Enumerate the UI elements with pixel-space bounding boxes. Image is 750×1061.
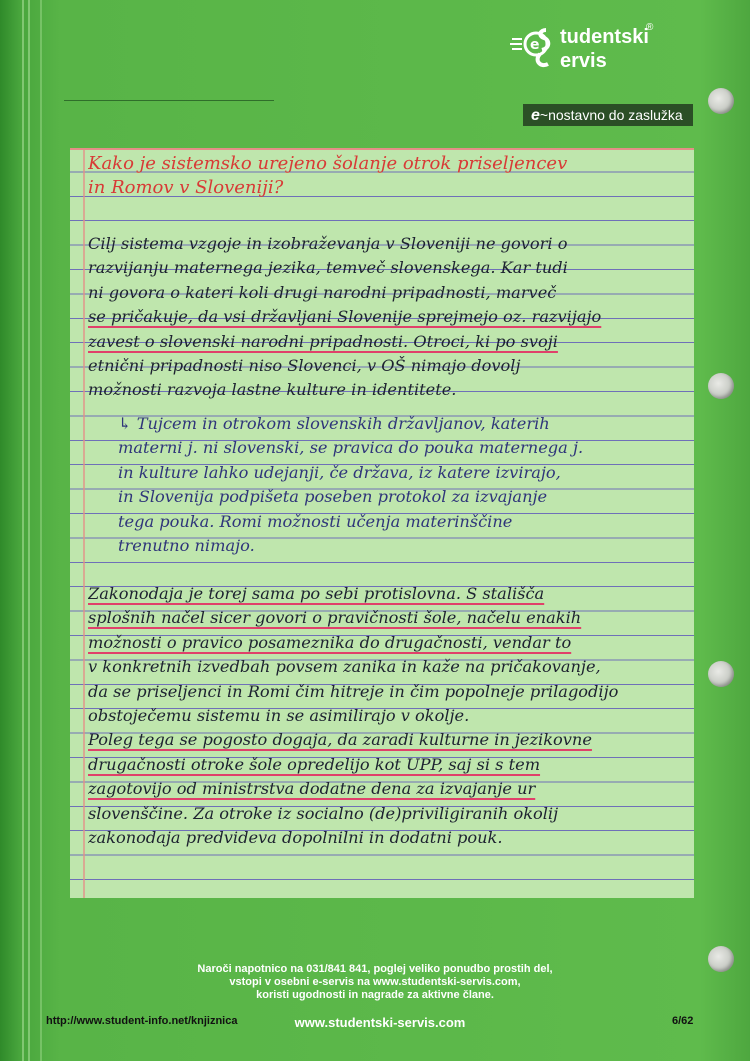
- registered-mark: ®: [646, 22, 654, 33]
- paragraph-line: se pričakuje, da vsi državljani Slovenije sprejmejo oz. razvijajo: [88, 307, 602, 327]
- paragraph-line: trenutno nimajo.: [118, 536, 255, 556]
- footer-promo-line: Naroči napotnico na 031/841 841, poglej veliko ponudbo prostih del,: [197, 963, 553, 975]
- paragraph-line: možnosti o pravico posameznika do drugačnosti, vendar to: [88, 632, 572, 652]
- punch-hole: [708, 661, 734, 687]
- punch-hole: [708, 373, 734, 399]
- paragraph-line: razvijanju maternega jezika, temveč slovenskega. Kar tudi: [88, 258, 568, 278]
- paragraph-line: materni j. ni slovenski, se pravica do pouka maternega j.: [118, 438, 584, 458]
- binder-stripe: [40, 0, 42, 1061]
- binder-stripe: [22, 0, 24, 1061]
- svg-text:e: e: [530, 37, 540, 53]
- paragraph-line: slovenščine. Za otroke iz socialno (de)priviligiranih okolij: [88, 803, 559, 823]
- footer-promo-line: vstopi v osebni e-servis na www.studentski-servis.com,: [229, 976, 521, 988]
- paragraph-2: [88, 412, 688, 558]
- paragraph-line: etnični pripadnosti niso Slovenci, v OŠ nimajo dovolj: [88, 356, 521, 376]
- paragraph-line: da se priseljenci in Romi čim hitreje in čim popolneje prilagodijo: [88, 681, 619, 701]
- paragraph-1: [88, 232, 688, 403]
- binder-stripe: [28, 0, 30, 1061]
- paragraph-line: zagotovijo od ministrstva dodatne dena za izvajanje ur: [88, 779, 536, 799]
- page-number: 6/62: [672, 1015, 694, 1027]
- paragraph-line: in kulture lahko udejanji, če država, iz katere izvirajo,: [118, 462, 561, 482]
- title-line: Kako je sistemsko urejeno šolanje otrok priseljencev: [88, 153, 568, 174]
- paragraph-line: drugačnosti otroke šole opredelijo kot UPP, saj si s tem: [88, 754, 541, 774]
- punch-hole: [708, 88, 734, 114]
- paragraph-3: [88, 582, 688, 850]
- note-title: [88, 152, 688, 200]
- punch-hole: [708, 946, 734, 972]
- header-rule: [64, 100, 274, 101]
- paragraph-line: v konkretnih izvedbah povsem zanika in kaže na pričakovanje,: [88, 657, 601, 677]
- paragraph-line: Cilj sistema vzgoje in izobraževanja v Sloveniji ne govori o: [88, 234, 568, 253]
- slogan-bar: [523, 104, 693, 126]
- paragraph-line: tega pouka. Romi možnosti učenja materinščine: [118, 511, 513, 531]
- logo-mark-icon: [510, 24, 558, 72]
- paragraph-line: zakonodaja predvideva dopolnilni in dodatni pouk.: [88, 828, 503, 848]
- footer-promo: [140, 963, 610, 1002]
- brand-line-1: tudentski: [560, 26, 649, 48]
- paragraph-line: možnosti razvoja lastne kulture in identitete.: [88, 380, 457, 400]
- brand-line-2: ervis: [560, 50, 607, 72]
- paragraph-line: in Slovenija podpišeta poseben protokol za izvajanje: [118, 487, 548, 507]
- footer-promo-line: koristi ugodnosti in nagrade za aktivne člane.: [256, 989, 494, 1001]
- paper-margin-line: [83, 148, 85, 898]
- studentski-servis-logo: [510, 18, 690, 88]
- paragraph-line: obstoječemu sistemu in se asimilirajo v okolje.: [88, 706, 470, 726]
- paragraph-line: Poleg tega se pogosto dogaja, da zaradi kulturne in jezikovne: [88, 730, 592, 750]
- paragraph-line: Zakonodaja je torej sama po sebi protislovna. S stališča: [88, 584, 545, 603]
- slogan-prefix: e: [531, 107, 540, 124]
- footer-source-link[interactable]: http://www.student-info.net/knjiznica: [46, 1015, 238, 1027]
- paragraph-line: ni govora o kateri koli drugi narodni pripadnosti, marveč: [88, 282, 557, 302]
- slogan-text: ~nostavno do zaslužka: [539, 107, 683, 123]
- paragraph-line: ↳ Tujcem in otrokom slovenskih državljanov, katerih: [118, 414, 550, 433]
- paragraph-line: zavest o slovenski narodni pripadnosti. Otroci, ki po svoji: [88, 331, 558, 351]
- paragraph-line: splošnih načel sicer govori o pravičnosti šole, načelu enakih: [88, 608, 582, 628]
- footer-site-link[interactable]: www.studentski-servis.com: [294, 1015, 466, 1030]
- title-line: in Romov v Sloveniji?: [88, 177, 284, 198]
